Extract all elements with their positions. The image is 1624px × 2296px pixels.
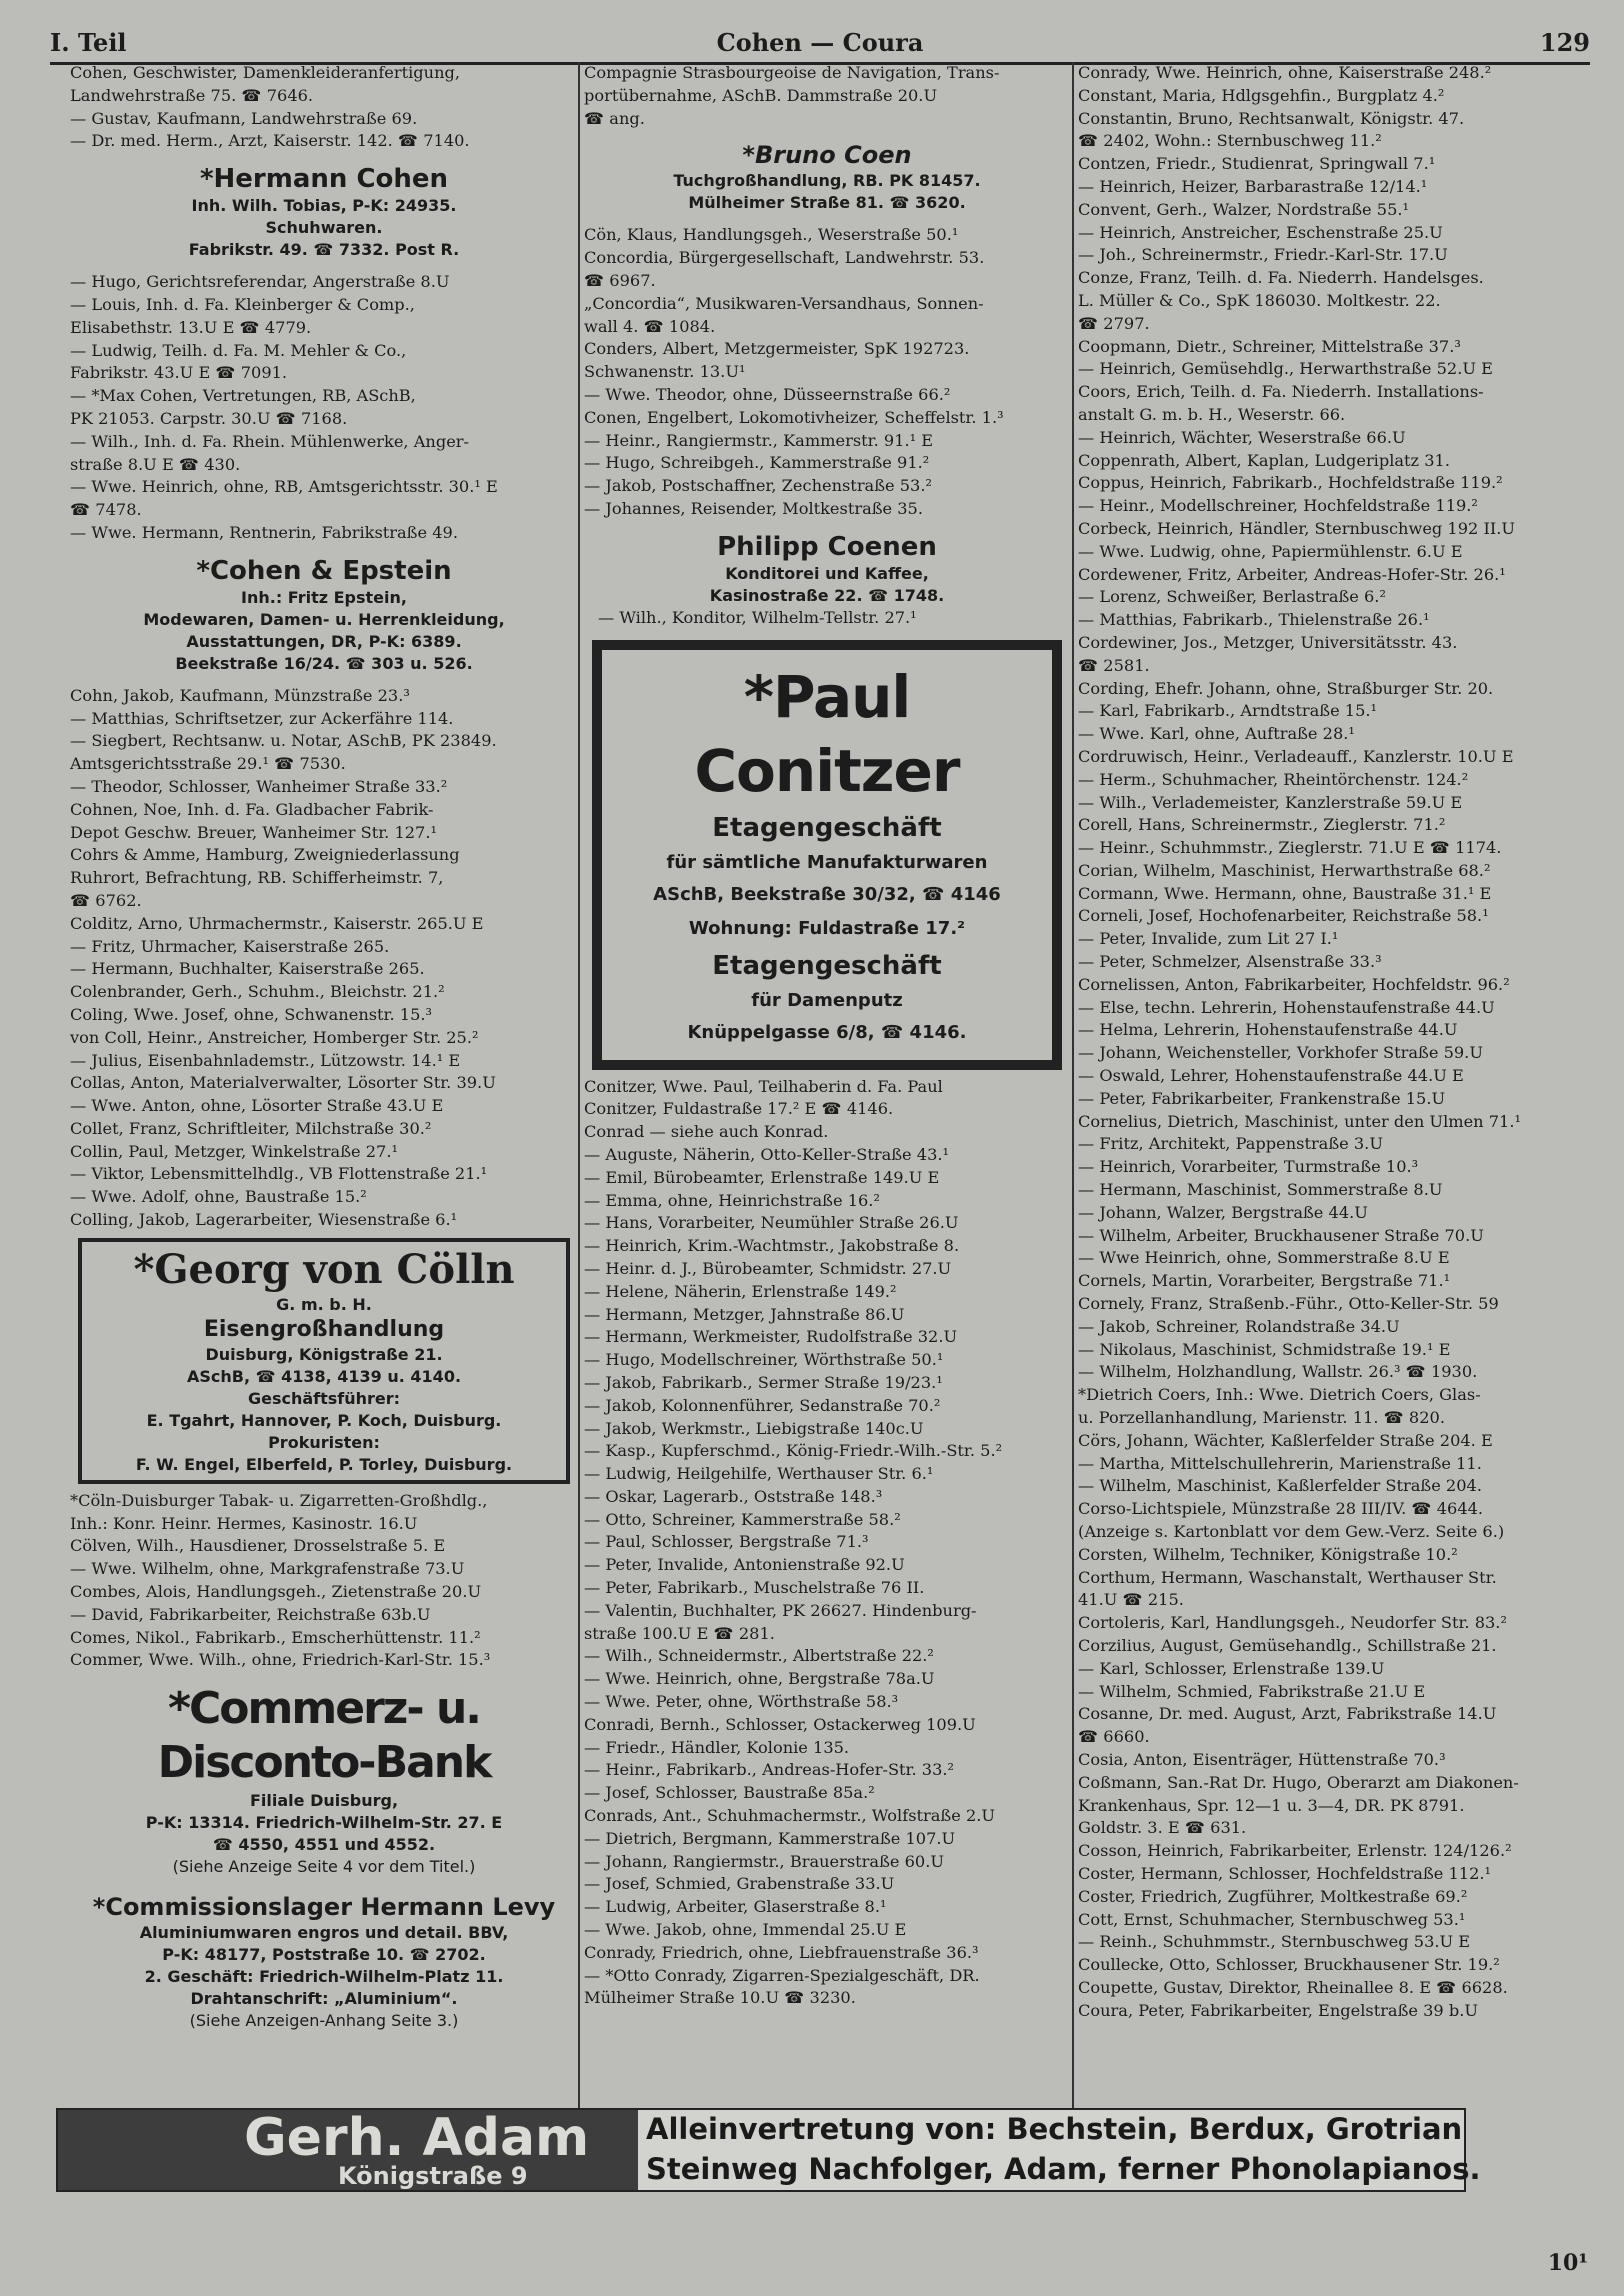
directory-entry: Collet, Franz, Schriftleiter, Milchstraße 30.² — [70, 1118, 432, 1138]
directory-entry: — Karl, Schlosser, Erlenstraße 139.U — [1078, 1658, 1385, 1678]
directory-entry: Conrady, Wwe. Heinrich, ohne, Kaiserstraße 248.² — [1078, 63, 1492, 82]
directory-entry: Mülheimer Straße 10.U ☎ 3230. — [584, 1988, 856, 2008]
ad-line: Tuchgroßhandlung, RB. PK 81457. — [673, 171, 981, 191]
directory-entry: — Otto, Schreiner, Kammerstraße 58.² — [584, 1509, 901, 1529]
column-1 — [70, 62, 578, 2116]
page-header — [50, 28, 1590, 65]
directory-entry: — Paul, Schlosser, Bergstraße 71.³ — [584, 1532, 869, 1552]
ad-name: Gerh. Adam — [244, 2108, 590, 2168]
directory-entry: Conze, Franz, Teilh. d. Fa. Niederrh. Handelsges. — [1078, 268, 1484, 288]
directory-entry: Colditz, Arno, Uhrmachermstr., Kaiserstr. 265.U E — [70, 913, 484, 933]
directory-entry: ☎ 6762. — [70, 890, 142, 910]
signature-mark: 10¹ — [1547, 2250, 1588, 2276]
directory-entry: Commer, Wwe. Wilh., ohne, Friedrich-Karl-Str. 15.³ — [70, 1650, 491, 1670]
entry-list — [584, 224, 1070, 520]
directory-entry: Conders, Albert, Metzgermeister, SpK 192723. — [584, 339, 970, 359]
ad-line: P-K: 13314. Friedrich-Wilhelm-Str. 27. E — [145, 1813, 503, 1833]
directory-entry: Cosanne, Dr. med. August, Arzt, Fabrikstraße 14.U — [1078, 1704, 1497, 1724]
directory-entry: Cölven, Wilh., Hausdiener, Drosselstraße 5. E — [70, 1536, 446, 1556]
header-names: Cohen — Coura — [716, 28, 924, 57]
ad-line: Beekstraße 16/24. ☎ 303 u. 526. — [175, 653, 473, 673]
ad-commerz-bank — [78, 1678, 570, 1882]
column-3 — [1078, 62, 1598, 2116]
directory-entry: ☎ 2402, Wohn.: Sternbuschweg 11.² — [1078, 131, 1382, 151]
directory-entry: — Joh., Schreinermstr., Friedr.-Karl-Str. 17.U — [1078, 245, 1448, 265]
ad-line: Duisburg, Königstraße 21. — [205, 1344, 443, 1364]
directory-entry: — Kasp., Kupferschmd., König-Friedr.-Wilh.-Str. 5.² — [584, 1441, 1003, 1461]
directory-entry: — Wwe. Hermann, Rentnerin, Fabrikstraße 49. — [70, 522, 458, 542]
directory-entry: Corian, Wilhelm, Maschinist, Herwarthstraße 68.² — [1078, 860, 1491, 880]
ad-line: Ausstattungen, DR, P-K: 6389. — [186, 631, 462, 651]
directory-entry: — Wwe. Anton, ohne, Lösorter Straße 43.U E — [70, 1096, 444, 1116]
directory-entry: — Helene, Näherin, Erlenstraße 149.² — [584, 1281, 897, 1301]
directory-entry: Contzen, Friedr., Studienrat, Springwall 7.¹ — [1078, 154, 1436, 174]
directory-entry: Cordewener, Fritz, Arbeiter, Andreas-Hofer-Str. 26.¹ — [1078, 564, 1506, 584]
directory-entry: ☎ 6967. — [584, 270, 656, 290]
directory-entry: Ruhrort, Befrachtung, RB. Schifferheimstr. 7, — [70, 868, 444, 888]
directory-entry: von Coll, Heinr., Anstreicher, Homberger Str. 25.² — [70, 1027, 479, 1047]
directory-entry: PK 21053. Carpstr. 30.U ☎ 7168. — [70, 408, 348, 428]
ad-line: Etagengeschäft — [712, 812, 942, 843]
directory-entry: — Hermann, Werkmeister, Rudolfstraße 32.U — [584, 1327, 958, 1347]
entry-list — [70, 1490, 578, 1672]
ad-line: Filiale Duisburg, — [249, 1791, 399, 1811]
directory-entry: anstalt G. m. b. H., Weserstr. 66. — [1078, 404, 1346, 424]
ad-georg-von-coelln — [78, 1238, 570, 1484]
directory-entry: Corneli, Josef, Hochofenarbeiter, Reichstraße 58.¹ — [1078, 906, 1489, 926]
directory-entry: — Heinr., Modellschreiner, Hochfeldstraße 119.² — [1078, 496, 1478, 516]
directory-entry: ☎ 2581. — [1078, 655, 1150, 675]
ad-line: G. m. b. H. — [276, 1294, 372, 1314]
directory-entry: Colenbrander, Gerh., Schuhm., Bleichstr. 21.² — [70, 982, 445, 1002]
entry-list — [70, 271, 578, 545]
directory-entry: — Emma, ohne, Heinrichstraße 16.² — [584, 1190, 880, 1210]
directory-entry: *Dietrich Coers, Inh.: Wwe. Dietrich Coers, Glas- — [1078, 1385, 1481, 1405]
directory-entry: — Wwe. Theodor, ohne, Düsseernstraße 66.² — [584, 384, 951, 404]
directory-entry: Concordia, Bürgergesellschaft, Landwehrstr. 53. — [584, 248, 985, 268]
directory-entry: Inh.: Konr. Heinr. Hermes, Kasinostr. 16.U — [70, 1513, 418, 1533]
directory-entry: — Oskar, Lagerarb., Oststraße 148.³ — [584, 1486, 883, 1506]
directory-entry: Depot Geschw. Breuer, Wanheimer Str. 127.¹ — [70, 822, 437, 842]
directory-entry: — Heinr. d. J., Bürobeamter, Schmidstr. 27.U — [584, 1258, 952, 1278]
ad-line: Etagengeschäft — [712, 950, 942, 981]
ad-line: Drahtanschrift: „Aluminium“. — [190, 1989, 458, 2009]
directory-entry: Krankenhaus, Spr. 12—1 u. 3—4, DR. PK 8791. — [1078, 1795, 1465, 1815]
directory-entry: *Cöln-Duisburger Tabak- u. Zigarretten-Großhdlg., — [70, 1490, 488, 1510]
ad-line: Fabrikstr. 49. ☎ 7332. Post R. — [188, 240, 460, 260]
directory-entry: — Hermann, Maschinist, Sommerstraße 8.U — [1078, 1180, 1443, 1200]
directory-entry: Coling, Wwe. Josef, ohne, Schwanenstr. 15.³ — [70, 1004, 433, 1024]
directory-entry: Cosson, Heinrich, Fabrikarbeiter, Erlenstr. 124/126.² — [1078, 1841, 1512, 1861]
ad-hermann-levy — [78, 1888, 570, 2036]
entry-list — [70, 62, 578, 153]
ad-line: Schuhwaren. — [265, 218, 383, 238]
directory-entry: Corthum, Hermann, Waschanstalt, Werthauser Str. — [1078, 1567, 1497, 1587]
directory-entry: straße 100.U E ☎ 281. — [584, 1623, 775, 1643]
directory-entry: — Hermann, Buchhalter, Kaiserstraße 265. — [70, 959, 425, 979]
directory-entry: Cormann, Wwe. Hermann, ohne, Baustraße 31.¹ E — [1078, 883, 1492, 903]
directory-entry: — Johann, Walzer, Bergstraße 44.U — [1078, 1202, 1368, 1222]
directory-entry: — Emil, Bürobeamter, Erlenstraße 149.U E — [584, 1167, 940, 1187]
directory-entry: Coster, Hermann, Schlosser, Hochfeldstraße 112.¹ — [1078, 1863, 1492, 1883]
directory-entry: — *Otto Conrady, Zigarren-Spezialgeschäft, DR. — [584, 1965, 980, 1985]
directory-entry: — Wilhelm, Holzhandlung, Wallstr. 26.³ ☎ 1930. — [1078, 1362, 1478, 1382]
ad-line: Inh. Wilh. Tobias, P-K: 24935. — [191, 196, 457, 216]
directory-entry: Fabrikstr. 43.U E ☎ 7091. — [70, 363, 288, 383]
directory-entry: — Matthias, Schriftsetzer, zur Ackerfähre 114. — [70, 708, 454, 728]
ad-line: für Damenputz — [751, 989, 903, 1011]
ad-line: ☎ 4550, 4551 und 4552. — [212, 1835, 436, 1855]
directory-entry: — Herm., Schuhmacher, Rheintörchenstr. 124.² — [1078, 769, 1469, 789]
directory-entry: Colling, Jakob, Lagerarbeiter, Wiesenstraße 6.¹ — [70, 1210, 458, 1230]
directory-entry: — Josef, Schlosser, Baustraße 85a.² — [584, 1783, 875, 1803]
directory-entry: — Hugo, Modellschreiner, Wörthstraße 50.¹ — [584, 1350, 944, 1370]
directory-entry: — Jakob, Schreiner, Rolandstraße 34.U — [1078, 1316, 1400, 1336]
directory-entry: — Wilhelm, Schmied, Fabrikstraße 21.U E — [1078, 1681, 1426, 1701]
entry-list — [584, 1076, 1070, 2011]
directory-entry: — Siegbert, Rechtsanw. u. Notar, ASchB, PK 23849. — [70, 731, 497, 751]
directory-entry: ☎ 2797. — [1078, 313, 1150, 333]
directory-entry: — Wwe. Karl, ohne, Auftraße 28.¹ — [1078, 724, 1355, 744]
directory-entry: Cörs, Johann, Wächter, Kaßlerfelder Straße 204. E — [1078, 1430, 1493, 1450]
directory-entry: — Dr. med. Herm., Arzt, Kaiserstr. 142. ☎ 7140. — [70, 131, 470, 151]
ad-bruno-coen — [592, 136, 1062, 218]
ad-name: *Cohen & Epstein — [196, 555, 452, 586]
directory-entry: L. Müller & Co., SpK 186030. Moltkestr. 22. — [1078, 290, 1441, 310]
directory-entry: Comes, Nikol., Fabrikarb., Emscherhüttenstr. 11.² — [70, 1627, 481, 1647]
directory-entry: — Wilh., Schneidermstr., Albertstraße 22.² — [584, 1646, 934, 1666]
directory-entry: Collin, Paul, Metzger, Winkelstraße 27.¹ — [70, 1141, 398, 1161]
directory-entry: — Wwe. Heinrich, ohne, Bergstraße 78a.U — [584, 1669, 935, 1689]
directory-entry: — Fritz, Uhrmacher, Kaiserstraße 265. — [70, 936, 390, 956]
ad-line: 2. Geschäft: Friedrich-Wilhelm-Platz 11. — [144, 1967, 504, 1987]
entry-list — [584, 62, 1070, 130]
directory-entry: — Ludwig, Arbeiter, Glaserstraße 8.¹ — [584, 1897, 887, 1917]
directory-entry: Compagnie Strasbourgeoise de Navigation, Trans- — [584, 63, 1000, 82]
directory-entry: Coppenrath, Albert, Kaplan, Ludgeriplatz 31. — [1078, 450, 1450, 470]
directory-entry: Corzilius, August, Gemüsehandlg., Schillstraße 21. — [1078, 1635, 1497, 1655]
directory-entry: Combes, Alois, Handlungsgeh., Zietenstraße 20.U — [70, 1582, 482, 1602]
column-rule — [1072, 62, 1074, 2116]
page-number: 129 — [1539, 28, 1590, 57]
directory-entry: Cortoleris, Karl, Handlungsgeh., Neudorfer Str. 83.² — [1078, 1613, 1507, 1633]
directory-entry: portübernahme, ASchB. Dammstraße 20.U — [584, 85, 938, 105]
directory-entry: — Lorenz, Schweißer, Berlastraße 6.² — [1078, 587, 1386, 607]
ad-name: *Commerz- u. Disconto-Bank — [157, 1683, 491, 1789]
directory-entry: Conrads, Ant., Schuhmachermstr., Wolfstraße 2.U — [584, 1806, 996, 1826]
directory-entry: — Hermann, Metzger, Jahnstraße 86.U — [584, 1304, 905, 1324]
directory-entry: — Heinrich, Heizer, Barbarastraße 12/14.¹ — [1078, 176, 1428, 196]
directory-entry: Coppus, Heinrich, Fabrikarb., Hochfeldstraße 119.² — [1078, 473, 1503, 493]
ad-line: (Siehe Anzeigen-Anhang Seite 3.) — [189, 2011, 459, 2031]
ad-line: Eisengroßhandlung — [203, 1316, 445, 1342]
directory-entry: — Nikolaus, Maschinist, Schmidstraße 19.¹ E — [1078, 1339, 1451, 1359]
directory-entry: Landwehrstraße 75. ☎ 7646. — [70, 85, 314, 105]
directory-entry: ☎ 7478. — [70, 500, 142, 520]
directory-entry: wall 4. ☎ 1084. — [584, 316, 716, 336]
ad-name: *Bruno Coen — [742, 141, 912, 170]
directory-entry: — Peter, Fabrikarb., Muschelstraße 76 II. — [584, 1578, 925, 1598]
directory-entry: Cordewiner, Jos., Metzger, Universitätsstr. 43. — [1078, 632, 1458, 652]
directory-entry: — Else, techn. Lehrerin, Hohenstaufenstraße 44.U — [1078, 997, 1495, 1017]
directory-entry: — Heinrich, Anstreicher, Eschenstraße 25.U — [1078, 222, 1443, 242]
directory-entry: Cott, Ernst, Schuhmacher, Sternbuschweg 53.¹ — [1078, 1909, 1466, 1929]
directory-entry: Constantin, Bruno, Rechtsanwalt, Königstr. 47. — [1078, 108, 1465, 128]
directory-entry: — Wwe. Heinrich, ohne, RB, Amtsgerichtsstr. 30.¹ E — [70, 477, 498, 497]
directory-entry: Corell, Hans, Schreinermstr., Zieglerstr. 71.² — [1078, 815, 1446, 835]
directory-entry: — Wilhelm, Maschinist, Kaßlerfelder Straße 204. — [1078, 1476, 1482, 1496]
directory-entry: Conradi, Bernh., Schlosser, Ostackerweg 109.U — [584, 1714, 976, 1734]
ad-name: *Hermann Cohen — [199, 164, 449, 195]
directory-entry: — Wwe. Wilhelm, ohne, Markgrafenstraße 73.U — [70, 1559, 465, 1579]
directory-entry: — Viktor, Lebensmittelhdlg., VB Flottenstraße 21.¹ — [70, 1164, 488, 1184]
directory-entry: Corso-Lichtspiele, Münzstraße 28 III/IV. ☎ 4644. — [1078, 1499, 1484, 1519]
directory-entry: — Wilh., Verlademeister, Kanzlerstraße 59.U E — [1078, 792, 1463, 812]
directory-entry: — Johann, Weichensteller, Vorkhofer Straße 59.U — [1078, 1043, 1483, 1063]
directory-entry: — Helma, Lehrerin, Hohenstaufenstraße 44.U — [1078, 1020, 1458, 1040]
directory-entry: Cohrs & Amme, Hamburg, Zweigniederlassung — [70, 845, 460, 865]
directory-entry: Cosia, Anton, Eisenträger, Hüttenstraße 70.³ — [1078, 1749, 1446, 1769]
directory-entry: — Jakob, Fabrikarb., Sermer Straße 19/23.¹ — [584, 1372, 943, 1392]
directory-entry: — Matthias, Fabrikarb., Thielenstraße 26.¹ — [1078, 610, 1430, 630]
ad-name: Philipp Coenen — [717, 531, 937, 562]
directory-entry: Conitzer, Wwe. Paul, Teilhaberin d. Fa. Paul — [584, 1076, 943, 1096]
directory-entry: — Gustav, Kaufmann, Landwehrstraße 69. — [70, 108, 418, 128]
ad-name: *Georg von Cölln — [133, 1245, 515, 1293]
ad-hermann-cohen — [78, 159, 570, 265]
directory-entry: Elisabethstr. 13.U E ☎ 4779. — [70, 317, 312, 337]
ad-line: Aluminiumwaren engros und detail. BBV, — [139, 1923, 509, 1943]
directory-entry: Conitzer, Fuldastraße 17.² E ☎ 4146. — [584, 1099, 894, 1119]
directory-entry: Convent, Gerh., Walzer, Nordstraße 55.¹ — [1078, 199, 1410, 219]
ad-line: (Siehe Anzeige Seite 4 vor dem Titel.) — [172, 1857, 476, 1877]
ad-street: Königstraße 9 — [338, 2162, 528, 2190]
directory-entry: — Julius, Eisenbahnlademstr., Lützowstr. 14.¹ E — [70, 1050, 461, 1070]
directory-entry: Coupette, Gustav, Direktor, Rheinallee 8. E ☎ 6628. — [1078, 1977, 1508, 1997]
directory-entry: ☎ 6660. — [1078, 1727, 1150, 1747]
directory-entry: Conen, Engelbert, Lokomotivheizer, Scheffelstr. 1.³ — [584, 407, 1004, 427]
directory-entry: 41.U ☎ 215. — [1078, 1590, 1184, 1610]
directory-entry: — Peter, Schmelzer, Alsenstraße 33.³ — [1078, 952, 1382, 972]
column-2 — [584, 62, 1070, 2116]
directory-entry: Coopmann, Dietr., Schreiner, Mittelstraße 37.³ — [1078, 336, 1461, 356]
ad-line: Wohnung: Fuldastraße 17.² — [688, 917, 966, 939]
directory-entry: — David, Fabrikarbeiter, Reichstraße 63b.U — [70, 1604, 431, 1624]
directory-entry: — Fritz, Architekt, Pappenstraße 3.U — [1078, 1134, 1383, 1154]
directory-entry: Constant, Maria, Hdlgsgehfin., Burgplatz 4.² — [1078, 85, 1445, 105]
directory-entry: Cornely, Franz, Straßenb.-Führ., Otto-Keller-Str. 59 — [1078, 1294, 1499, 1314]
directory-entry: ☎ ang. — [584, 108, 645, 128]
directory-entry: Coullecke, Otto, Schlosser, Bruckhausener Str. 19.² — [1078, 1955, 1500, 1975]
directory-entry: u. Porzellanhandlung, Marienstr. 11. ☎ 820. — [1078, 1408, 1445, 1428]
directory-entry: — Wilhelm, Arbeiter, Bruckhausener Straße 70.U — [1078, 1225, 1484, 1245]
ad-line: E. Tgahrt, Hannover, P. Koch, Duisburg. — [146, 1410, 502, 1430]
directory-entry: Conrady, Friedrich, ohne, Liebfrauenstraße 36.³ — [584, 1942, 979, 1962]
directory-entry: Coors, Erich, Teilh. d. Fa. Niederrh. Installations- — [1078, 382, 1484, 402]
ad-line: Modewaren, Damen- u. Herrenkleidung, — [143, 609, 505, 629]
directory-entry: — Theodor, Schlosser, Wanheimer Straße 33.² — [70, 776, 448, 796]
directory-entry: Amtsgerichtsstraße 29.¹ ☎ 7530. — [70, 754, 346, 774]
directory-entry: — Dietrich, Bergmann, Kammerstraße 107.U — [584, 1828, 956, 1848]
directory-entry: — *Max Cohen, Vertretungen, RB, ASchB, — [70, 386, 416, 406]
directory-entry: — Heinr., Rangiermstr., Kammerstr. 91.¹ E — [584, 430, 934, 450]
directory-entry: — Heinr., Schuhmmstr., Zieglerstr. 71.U E ☎ 1174. — [1078, 838, 1502, 858]
directory-entry: — Heinrich, Wächter, Weserstraße 66.U — [1078, 427, 1406, 447]
directory-entry: — Louis, Inh. d. Fa. Kleinberger & Comp., — [70, 294, 415, 314]
directory-entry: Cording, Ehefr. Johann, ohne, Straßburger Str. 20. — [1078, 678, 1494, 698]
directory-entry: — Wwe. Adolf, ohne, Baustraße 15.² — [70, 1187, 367, 1207]
directory-entry: Cordruwisch, Heinr., Verladeauff., Kanzlerstr. 10.U E — [1078, 746, 1514, 766]
directory-entry: — Wwe. Peter, ohne, Wörthstraße 58.³ — [584, 1692, 899, 1712]
ad-line: Kasinostraße 22. ☎ 1748. — [709, 585, 945, 605]
directory-entry: Cohen, Geschwister, Damenkleideranfertigung, — [70, 63, 461, 82]
directory-entry: Corbeck, Heinrich, Händler, Sternbuschweg 192 II.U — [1078, 518, 1516, 538]
directory-entry: Cornelissen, Anton, Fabrikarbeiter, Hochfeldstr. 96.² — [1078, 974, 1510, 994]
directory-entry: — Hans, Vorarbeiter, Neumühler Straße 26.U — [584, 1213, 959, 1233]
directory-entry: — Wwe Heinrich, ohne, Sommerstraße 8.U E — [1078, 1248, 1450, 1268]
directory-entry: — Jakob, Werkmstr., Liebigstraße 140c.U — [584, 1418, 924, 1438]
directory-entry: — Valentin, Buchhalter, PK 26627. Hindenburg- — [584, 1600, 977, 1620]
directory-entry: — Jakob, Kolonnenführer, Sedanstraße 70.² — [584, 1395, 941, 1415]
ad-line: Steinweg Nachfolger, Adam, ferner Phonolapianos. — [646, 2152, 1481, 2186]
directory-entry: — Peter, Fabrikarbeiter, Frankenstraße 15.U — [1078, 1088, 1446, 1108]
ad-line: Mülheimer Straße 81. ☎ 3620. — [688, 193, 966, 213]
ad-line: Konditorei und Kaffee, — [725, 563, 929, 583]
ad-line: ASchB, ☎ 4138, 4139 u. 4140. — [186, 1366, 462, 1386]
directory-entry: — Hugo, Gerichtsreferendar, Angerstraße 8.U — [70, 272, 450, 292]
directory-entry: Cornelius, Dietrich, Maschinist, unter den Ulmen 71.¹ — [1078, 1111, 1521, 1131]
directory-entry: Coßmann, San.-Rat Dr. Hugo, Oberarzt am Diakonen- — [1078, 1772, 1519, 1792]
directory-entry: Corsten, Wilhelm, Techniker, Königstraße 10.² — [1078, 1544, 1458, 1564]
directory-entry: — Jakob, Postschaffner, Zechenstraße 53.² — [584, 476, 932, 496]
directory-entry: — Johann, Rangiermstr., Brauerstraße 60.U — [584, 1851, 944, 1871]
entry-list — [70, 685, 578, 1232]
directory-entry: — Josef, Schmied, Grabenstraße 33.U — [584, 1874, 895, 1894]
directory-entry: straße 8.U E ☎ 430. — [70, 454, 241, 474]
directory-entry: Goldstr. 3. E ☎ 631. — [1078, 1818, 1247, 1838]
ad-adam-right — [638, 2110, 1481, 2190]
directory-entry: Cohnen, Noe, Inh. d. Fa. Gladbacher Fabrik- — [70, 799, 434, 819]
ad-name: *Paul Conitzer — [694, 662, 960, 805]
ad-line: Alleinvertretung von: Bechstein, Berdux, Grotrian — [646, 2112, 1463, 2146]
column-rule — [578, 62, 580, 2116]
directory-entry: Cön, Klaus, Handlungsgeh., Weserstraße 50.¹ — [584, 225, 959, 245]
ad-adam-left — [58, 2110, 638, 2190]
directory-entry: — Martha, Mittelschullehrerin, Marienstraße 11. — [1078, 1453, 1482, 1473]
ad-cohen-epstein — [78, 551, 570, 679]
directory-entry: — Heinrich, Krim.-Wachtmstr., Jakobstraße 8. — [584, 1236, 960, 1256]
entry-list — [1078, 62, 1598, 2023]
directory-entry: Cornels, Martin, Vorarbeiter, Bergstraße 71.¹ — [1078, 1271, 1451, 1291]
ad-philipp-coenen — [592, 527, 1062, 634]
directory-entry: — Karl, Fabrikarb., Arndtstraße 15.¹ — [1078, 701, 1378, 721]
ad-line: Knüppelgasse 6/8, ☎ 4146. — [687, 1021, 967, 1043]
directory-entry: — Peter, Invalide, zum Lit 27 I.¹ — [1078, 929, 1339, 949]
directory-entry: Cohn, Jakob, Kaufmann, Münzstraße 23.³ — [70, 685, 410, 705]
directory-entry: — Wwe. Ludwig, ohne, Papiermühlenstr. 6.U E — [1078, 541, 1463, 561]
ad-line: Prokuristen: — [268, 1432, 380, 1452]
directory-entry: — Auguste, Näherin, Otto-Keller-Straße 43.¹ — [584, 1144, 950, 1164]
ad-line: für sämtliche Manufakturwaren — [666, 851, 988, 873]
directory-entry: — Johannes, Reisender, Moltkestraße 35. — [584, 498, 923, 518]
directory-entry: — Peter, Invalide, Antonienstraße 92.U — [584, 1555, 905, 1575]
directory-entry: Schwanenstr. 13.U¹ — [584, 362, 746, 382]
entry: — Wilh., Konditor, Wilhelm-Tellstr. 27.¹ — [598, 607, 917, 627]
ad-line: P-K: 48177, Poststraße 10. ☎ 2702. — [162, 1945, 486, 1965]
directory-entry: — Wilh., Inh. d. Fa. Rhein. Mühlenwerke, Anger- — [70, 431, 469, 451]
ad-line: Geschäftsführer: — [247, 1388, 401, 1408]
directory-entry: Collas, Anton, Materialverwalter, Lösorter Str. 39.U — [70, 1073, 496, 1093]
directory-entry: — Oswald, Lehrer, Hohenstaufenstraße 44.U E — [1078, 1066, 1464, 1086]
header-part: I. Teil — [50, 28, 127, 57]
directory-entry: — Ludwig, Heilgehilfe, Werthauser Str. 6.¹ — [584, 1464, 934, 1484]
directory-entry: Coster, Friedrich, Zugführer, Moltkestraße 69.² — [1078, 1886, 1468, 1906]
directory-entry: „Concordia“, Musikwaren-Versandhaus, Sonnen- — [584, 293, 984, 313]
directory-entry: — Reinh., Schuhmmstr., Sternbuschweg 53.U E — [1078, 1932, 1471, 1952]
directory-entry: Conrad — siehe auch Konrad. — [584, 1122, 829, 1142]
directory-entry: Coura, Peter, Fabrikarbeiter, Engelstraße 39 b.U — [1078, 2000, 1479, 2020]
directory-entry: — Heinrich, Gemüsehdlg., Herwarthstraße 52.U E — [1078, 359, 1493, 379]
ad-paul-conitzer — [592, 640, 1062, 1070]
directory-entry: — Heinrich, Vorarbeiter, Turmstraße 10.³ — [1078, 1157, 1419, 1177]
ad-line: ASchB, Beekstraße 30/32, ☎ 4146 — [653, 883, 1001, 905]
directory-entry: — Ludwig, Teilh. d. Fa. M. Mehler & Co., — [70, 340, 407, 360]
ad-name: *Commissionslager Hermann Levy — [92, 1893, 556, 1922]
ad-line: Inh.: Fritz Epstein, — [241, 587, 407, 607]
directory-entry: — Hugo, Schreibgeh., Kammerstraße 91.² — [584, 453, 930, 473]
directory-entry: — Heinr., Fabrikarb., Andreas-Hofer-Str. 33.² — [584, 1760, 955, 1780]
directory-entry: — Friedr., Händler, Kolonie 135. — [584, 1737, 850, 1757]
directory-entry: — Wwe. Jakob, ohne, Immendal 25.U E — [584, 1920, 907, 1940]
ad-line: F. W. Engel, Elberfeld, P. Torley, Duisburg. — [135, 1454, 513, 1474]
directory-entry: (Anzeige s. Kartonblatt vor dem Gew.-Verz. Seite 6.) — [1078, 1522, 1505, 1541]
ad-gerh-adam — [56, 2108, 1481, 2192]
